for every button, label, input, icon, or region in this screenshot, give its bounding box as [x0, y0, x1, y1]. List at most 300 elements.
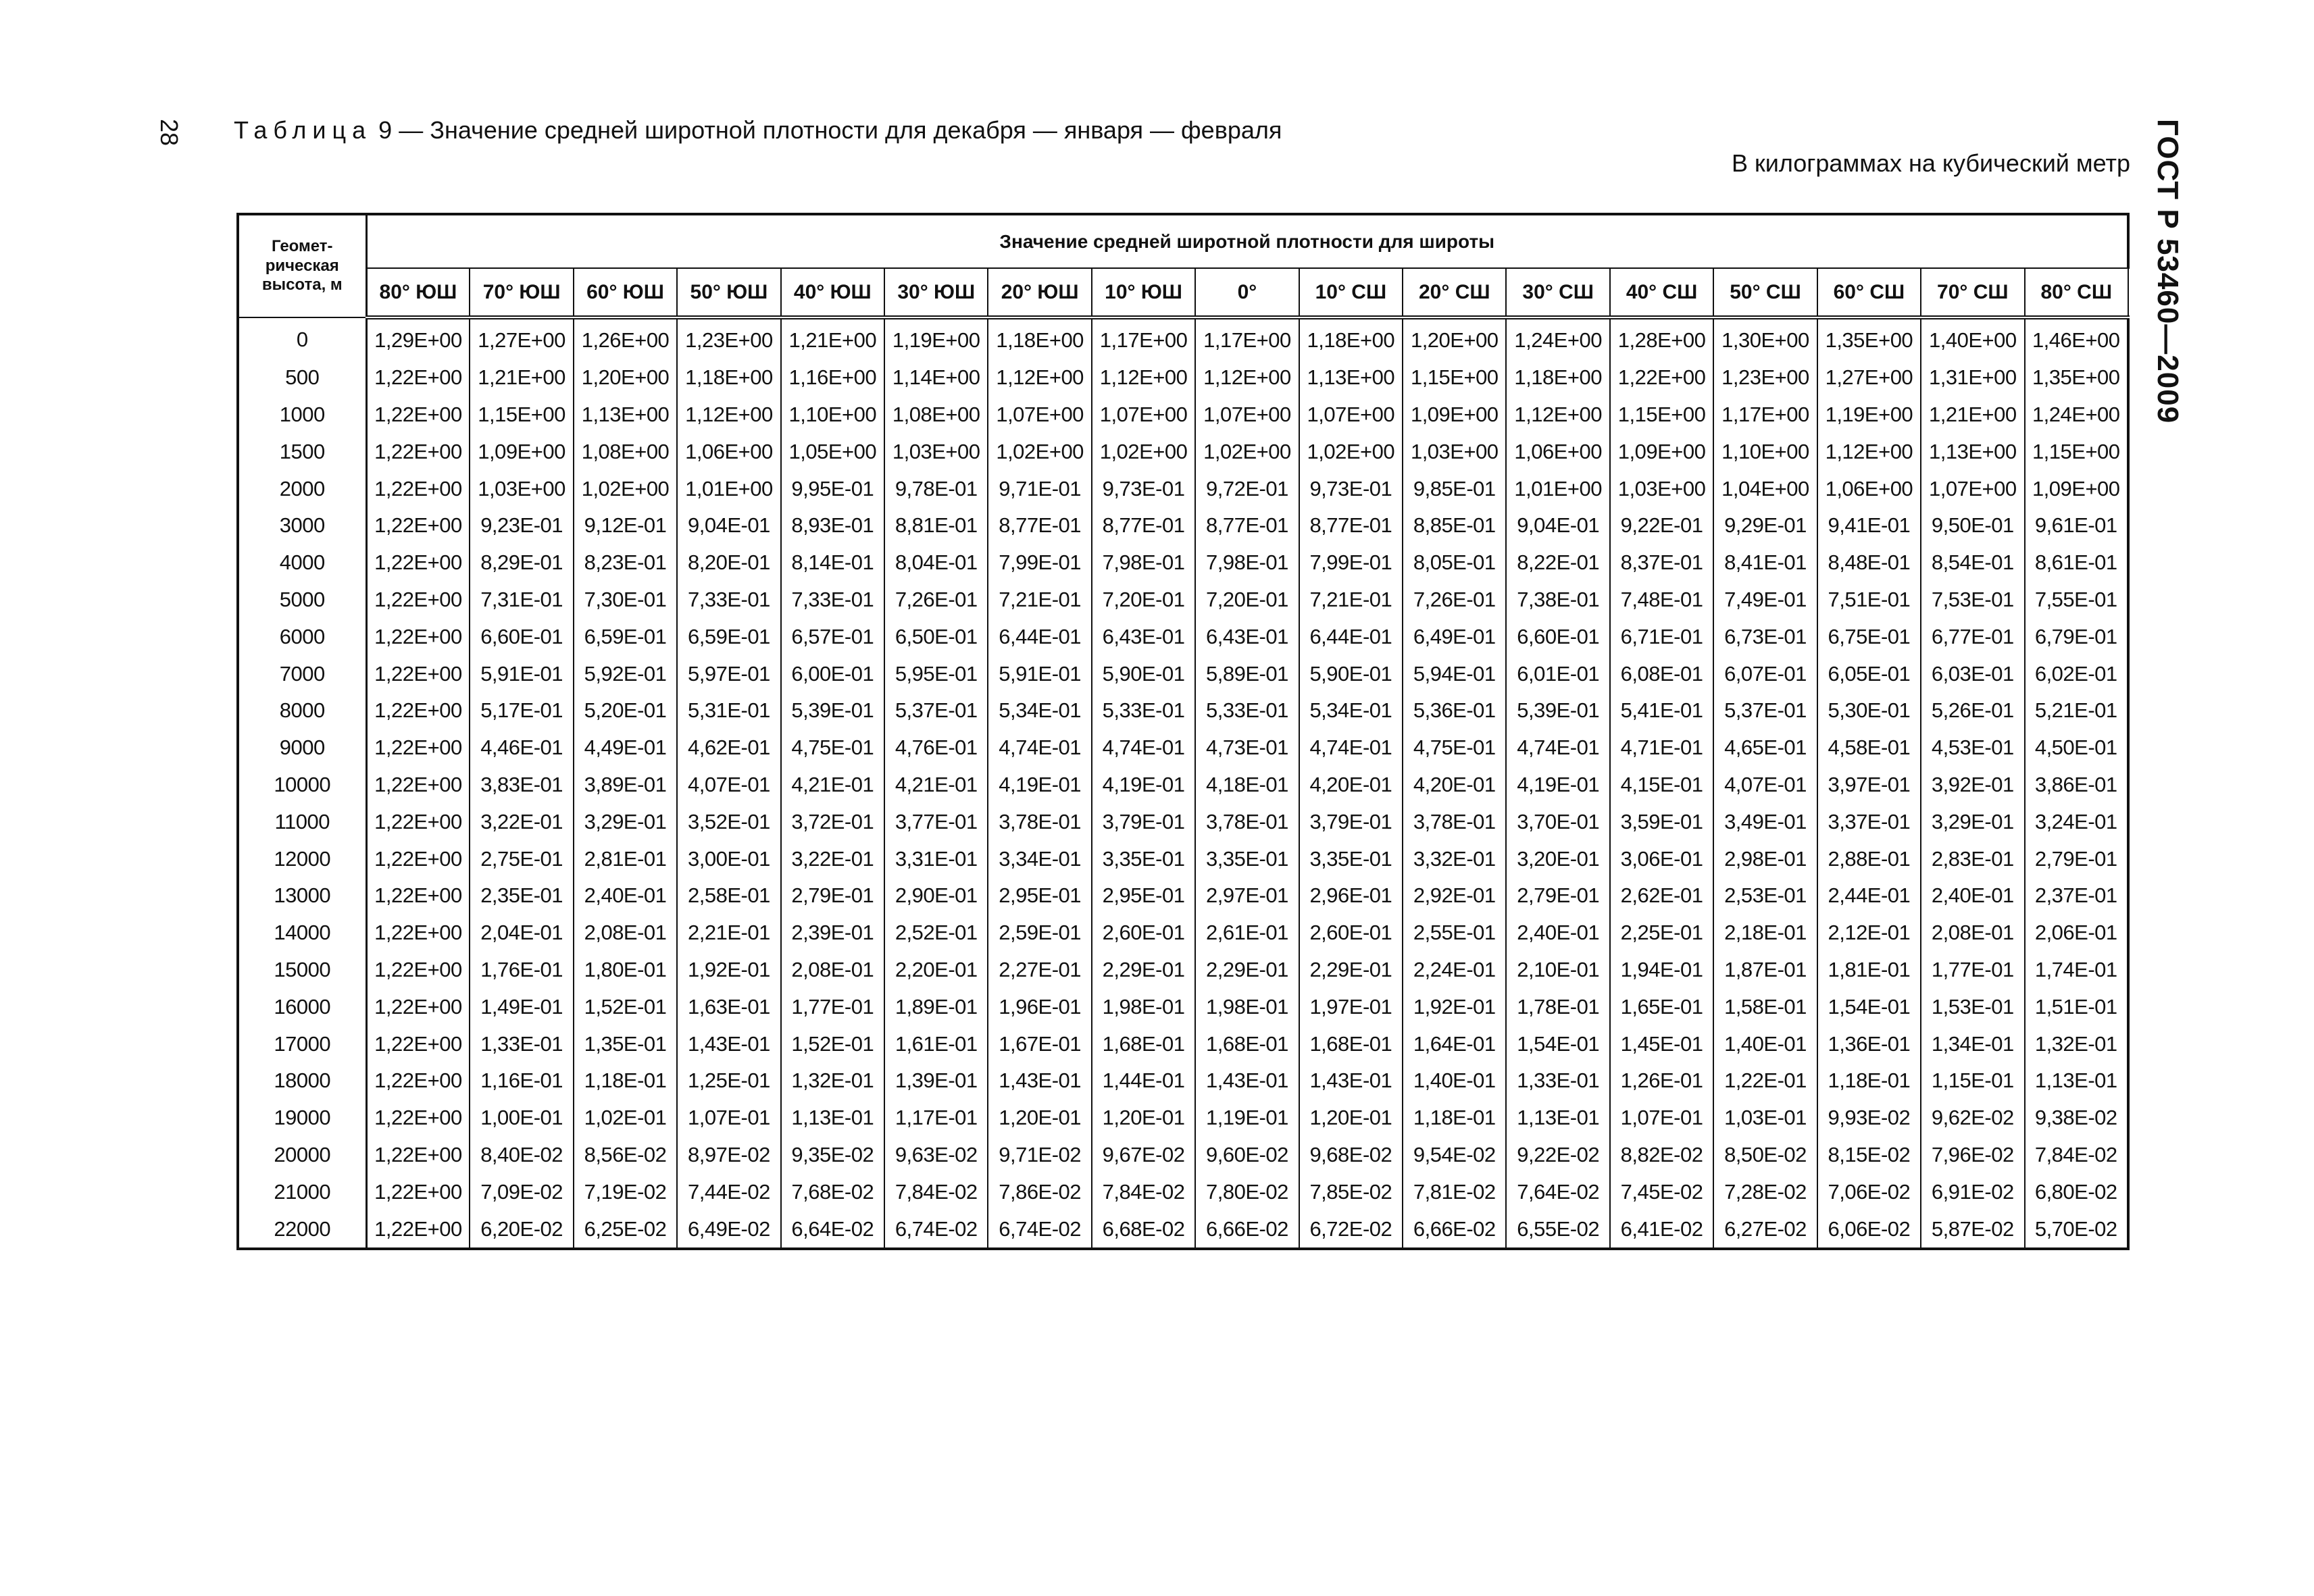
density-value-cell: 1,07E+00 [1092, 396, 1195, 434]
density-value-cell: 1,27E+00 [1817, 359, 1921, 396]
density-value-cell: 1,23E+00 [677, 317, 780, 359]
density-value-cell: 1,07E-01 [1610, 1100, 1713, 1137]
density-value-cell: 6,25E-02 [574, 1210, 677, 1249]
density-value-cell: 1,36E-01 [1817, 1025, 1921, 1062]
density-value-cell: 3,72E-01 [781, 803, 884, 840]
density-value-cell: 5,90E-01 [1092, 655, 1195, 692]
density-value-cell: 2,04E-01 [470, 915, 573, 952]
density-value-cell: 1,74E-01 [2025, 952, 2129, 989]
density-value-cell: 7,99E-01 [1299, 544, 1403, 582]
density-value-cell: 1,03E+00 [884, 433, 988, 470]
density-value-cell: 1,92E-01 [677, 952, 780, 989]
density-value-cell: 4,18E-01 [1195, 767, 1299, 804]
density-value-cell: 6,66E-02 [1195, 1210, 1299, 1249]
density-value-cell: 2,08E-01 [574, 915, 677, 952]
density-value-cell: 1,32E-01 [781, 1062, 884, 1100]
density-value-cell: 3,97E-01 [1817, 767, 1921, 804]
height-cell: 18000 [238, 1062, 366, 1100]
density-value-cell: 6,43E-01 [1195, 618, 1299, 655]
density-value-cell: 4,62E-01 [677, 729, 780, 767]
density-value-cell: 3,79E-01 [1299, 803, 1403, 840]
density-value-cell: 3,00E-01 [677, 840, 780, 877]
density-value-cell: 3,06E-01 [1610, 840, 1713, 877]
density-value-cell: 1,22E+00 [366, 915, 470, 952]
density-value-cell: 1,15E+00 [1403, 359, 1506, 396]
density-value-cell: 2,39E-01 [781, 915, 884, 952]
density-value-cell: 1,12E+00 [988, 359, 1091, 396]
density-value-cell: 2,29E-01 [1195, 952, 1299, 989]
density-value-cell: 1,09E+00 [2025, 470, 2129, 507]
density-value-cell: 2,24E-01 [1403, 952, 1506, 989]
density-value-cell: 1,03E+00 [1403, 433, 1506, 470]
density-value-cell: 1,19E+00 [1817, 396, 1921, 434]
density-value-cell: 5,89E-01 [1195, 655, 1299, 692]
density-value-cell: 6,49E-01 [1403, 618, 1506, 655]
density-value-cell: 1,12E+00 [1817, 433, 1921, 470]
density-value-cell: 6,49E-02 [677, 1210, 780, 1249]
table-row [238, 618, 2128, 655]
density-value-cell: 2,52E-01 [884, 915, 988, 952]
density-value-cell: 7,48E-01 [1610, 582, 1713, 619]
table-row [238, 840, 2128, 877]
density-value-cell: 6,00E-01 [781, 655, 884, 692]
density-value-cell: 1,18E+00 [1299, 317, 1403, 359]
density-value-cell: 7,55E-01 [2025, 582, 2129, 619]
density-value-cell: 1,22E+00 [366, 470, 470, 507]
table-row [238, 988, 2128, 1025]
density-value-cell: 1,33E-01 [1506, 1062, 1609, 1100]
density-value-cell: 5,37E-01 [884, 692, 988, 729]
density-value-cell: 6,75E-01 [1817, 618, 1921, 655]
density-value-cell: 1,22E+00 [366, 803, 470, 840]
latitude-header: 10° СШ [1299, 268, 1403, 317]
density-value-cell: 1,20E+00 [574, 359, 677, 396]
density-value-cell: 1,07E-01 [677, 1100, 780, 1137]
density-value-cell: 1,43E-01 [677, 1025, 780, 1062]
density-value-cell: 5,33E-01 [1092, 692, 1195, 729]
density-value-cell: 7,09E-02 [470, 1173, 573, 1210]
density-value-cell: 1,54E-01 [1506, 1025, 1609, 1062]
density-value-cell: 1,22E+00 [366, 433, 470, 470]
density-value-cell: 1,28E+00 [1610, 317, 1713, 359]
density-value-cell: 1,20E-01 [988, 1100, 1091, 1137]
density-value-cell: 5,31E-01 [677, 692, 780, 729]
density-value-cell: 2,53E-01 [1713, 877, 1817, 915]
density-value-cell: 7,20E-01 [1092, 582, 1195, 619]
density-value-cell: 8,22E-01 [1506, 544, 1609, 582]
density-value-cell: 8,61E-01 [2025, 544, 2129, 582]
density-value-cell: 1,20E+00 [1403, 317, 1506, 359]
density-value-cell: 4,19E-01 [1506, 767, 1609, 804]
density-value-cell: 4,58E-01 [1817, 729, 1921, 767]
density-value-cell: 6,55E-02 [1506, 1210, 1609, 1249]
density-value-cell: 6,57E-01 [781, 618, 884, 655]
density-value-cell: 1,30E+00 [1713, 317, 1817, 359]
density-value-cell: 2,06E-01 [2025, 915, 2129, 952]
density-value-cell: 1,18E+00 [1506, 359, 1609, 396]
density-value-cell: 1,00E-01 [470, 1100, 573, 1137]
density-value-cell: 1,17E+00 [1195, 317, 1299, 359]
density-value-cell: 8,56E-02 [574, 1137, 677, 1174]
density-value-cell: 3,24E-01 [2025, 803, 2129, 840]
table-row [238, 655, 2128, 692]
table-row [238, 396, 2128, 434]
density-value-cell: 1,16E+00 [781, 359, 884, 396]
density-value-cell: 4,19E-01 [988, 767, 1091, 804]
density-value-cell: 2,40E-01 [1506, 915, 1609, 952]
table-body [238, 317, 2128, 1249]
density-value-cell: 2,92E-01 [1403, 877, 1506, 915]
density-value-cell: 7,21E-01 [1299, 582, 1403, 619]
density-value-cell: 6,80E-02 [2025, 1173, 2129, 1210]
density-value-cell: 1,03E+00 [470, 470, 573, 507]
density-value-cell: 2,37E-01 [2025, 877, 2129, 915]
density-value-cell: 8,23E-01 [574, 544, 677, 582]
density-value-cell: 1,15E+00 [2025, 433, 2129, 470]
density-value-cell: 7,64E-02 [1506, 1173, 1609, 1210]
density-value-cell: 8,85E-01 [1403, 507, 1506, 544]
density-value-cell: 6,77E-01 [1921, 618, 2024, 655]
latitude-header: 60° ЮШ [574, 268, 677, 317]
table-caption-number: 9 [378, 116, 393, 144]
density-value-cell: 1,18E-01 [1403, 1100, 1506, 1137]
density-value-cell: 6,43E-01 [1092, 618, 1195, 655]
density-value-cell: 6,59E-01 [677, 618, 780, 655]
density-value-cell: 4,15E-01 [1610, 767, 1713, 804]
density-value-cell: 1,02E+00 [1299, 433, 1403, 470]
density-value-cell: 1,08E+00 [574, 433, 677, 470]
latitude-header: 40° ЮШ [781, 268, 884, 317]
density-value-cell: 6,74E-02 [884, 1210, 988, 1249]
density-value-cell: 7,80E-02 [1195, 1173, 1299, 1210]
density-value-cell: 1,65E-01 [1610, 988, 1713, 1025]
density-value-cell: 1,22E+00 [366, 729, 470, 767]
density-value-cell: 1,21E+00 [470, 359, 573, 396]
density-value-cell: 2,90E-01 [884, 877, 988, 915]
density-value-cell: 9,41E-01 [1817, 507, 1921, 544]
height-cell: 2000 [238, 470, 366, 507]
density-value-cell: 1,15E+00 [470, 396, 573, 434]
density-value-cell: 3,49E-01 [1713, 803, 1817, 840]
density-value-cell: 7,98E-01 [1195, 544, 1299, 582]
density-value-cell: 1,39E-01 [884, 1062, 988, 1100]
latitude-header: 80° СШ [2025, 268, 2129, 317]
density-value-cell: 2,10E-01 [1506, 952, 1609, 989]
density-value-cell: 4,75E-01 [1403, 729, 1506, 767]
density-value-cell: 1,20E-01 [1092, 1100, 1195, 1137]
density-value-cell: 1,22E+00 [366, 582, 470, 619]
density-value-cell: 9,04E-01 [677, 507, 780, 544]
density-value-cell: 1,63E-01 [677, 988, 780, 1025]
density-value-cell: 1,29E+00 [366, 317, 470, 359]
density-value-cell: 1,22E+00 [366, 1100, 470, 1137]
height-cell: 8000 [238, 692, 366, 729]
density-value-cell: 9,12E-01 [574, 507, 677, 544]
units-note: В килограммах на кубический метр [1731, 149, 2130, 177]
table-row [238, 1062, 2128, 1100]
density-value-cell: 1,68E-01 [1195, 1025, 1299, 1062]
density-value-cell: 7,96E-02 [1921, 1137, 2024, 1174]
density-value-cell: 9,22E-01 [1610, 507, 1713, 544]
height-cell: 20000 [238, 1137, 366, 1174]
density-value-cell: 1,97E-01 [1299, 988, 1403, 1025]
density-value-cell: 1,67E-01 [988, 1025, 1091, 1062]
table-row [238, 317, 2128, 359]
density-value-cell: 5,34E-01 [1299, 692, 1403, 729]
density-value-cell: 1,09E+00 [1610, 433, 1713, 470]
density-value-cell: 8,97E-02 [677, 1137, 780, 1174]
density-value-cell: 7,45E-02 [1610, 1173, 1713, 1210]
density-value-cell: 3,70E-01 [1506, 803, 1609, 840]
density-value-cell: 1,19E-01 [1195, 1100, 1299, 1137]
density-value-cell: 6,01E-01 [1506, 655, 1609, 692]
density-value-cell: 1,35E+00 [2025, 359, 2129, 396]
density-value-cell: 1,21E+00 [1921, 396, 2024, 434]
density-value-cell: 1,06E+00 [1817, 470, 1921, 507]
density-value-cell: 1,09E+00 [1403, 396, 1506, 434]
density-value-cell: 5,70E-02 [2025, 1210, 2129, 1249]
density-value-cell: 2,40E-01 [574, 877, 677, 915]
density-value-cell: 2,95E-01 [1092, 877, 1195, 915]
table-row [238, 729, 2128, 767]
density-value-cell: 1,04E+00 [1713, 470, 1817, 507]
table-row [238, 1025, 2128, 1062]
density-value-cell: 2,40E-01 [1921, 877, 2024, 915]
density-value-cell: 1,35E+00 [1817, 317, 1921, 359]
density-value-cell: 8,77E-01 [988, 507, 1091, 544]
density-value-cell: 1,02E+00 [988, 433, 1091, 470]
density-value-cell: 1,22E+00 [366, 988, 470, 1025]
density-value-cell: 4,76E-01 [884, 729, 988, 767]
density-value-cell: 9,38E-02 [2025, 1100, 2129, 1137]
density-value-cell: 5,97E-01 [677, 655, 780, 692]
density-value-cell: 1,12E+00 [1506, 396, 1609, 434]
density-value-cell: 2,25E-01 [1610, 915, 1713, 952]
density-value-cell: 9,61E-01 [2025, 507, 2129, 544]
density-value-cell: 1,21E+00 [781, 317, 884, 359]
density-value-cell: 1,92E-01 [1403, 988, 1506, 1025]
height-column-header: Геомет- рическая высота, м [238, 214, 366, 317]
density-value-cell: 9,63E-02 [884, 1137, 988, 1174]
density-value-cell: 2,58E-01 [677, 877, 780, 915]
density-value-cell: 3,31E-01 [884, 840, 988, 877]
density-value-cell: 8,48E-01 [1817, 544, 1921, 582]
density-value-cell: 4,74E-01 [1506, 729, 1609, 767]
table-row [238, 692, 2128, 729]
density-value-cell: 1,15E-01 [1921, 1062, 2024, 1100]
density-value-cell: 7,26E-01 [1403, 582, 1506, 619]
density-value-cell: 2,79E-01 [2025, 840, 2129, 877]
density-value-cell: 1,22E+00 [366, 544, 470, 582]
density-value-cell: 7,86E-02 [988, 1173, 1091, 1210]
table-row [238, 952, 2128, 989]
density-value-cell: 7,20E-01 [1195, 582, 1299, 619]
density-value-cell: 1,12E+00 [1195, 359, 1299, 396]
density-value-cell: 2,12E-01 [1817, 915, 1921, 952]
density-value-cell: 6,06E-02 [1817, 1210, 1921, 1249]
density-value-cell: 1,02E-01 [574, 1100, 677, 1137]
height-cell: 19000 [238, 1100, 366, 1137]
density-value-cell: 6,64E-02 [781, 1210, 884, 1249]
density-value-cell: 1,06E+00 [1506, 433, 1609, 470]
density-value-cell: 1,03E+00 [1610, 470, 1713, 507]
density-value-cell: 7,21E-01 [988, 582, 1091, 619]
density-value-cell: 7,30E-01 [574, 582, 677, 619]
height-cell: 9000 [238, 729, 366, 767]
density-value-cell: 1,22E+00 [366, 692, 470, 729]
density-value-cell: 1,18E-01 [1817, 1062, 1921, 1100]
density-value-cell: 6,74E-02 [988, 1210, 1091, 1249]
latitude-header: 40° СШ [1610, 268, 1713, 317]
density-value-cell: 1,98E-01 [1195, 988, 1299, 1025]
density-value-cell: 4,46E-01 [470, 729, 573, 767]
density-value-cell: 6,71E-01 [1610, 618, 1713, 655]
density-value-cell: 3,78E-01 [988, 803, 1091, 840]
density-value-cell: 2,62E-01 [1610, 877, 1713, 915]
latitude-header: 50° СШ [1713, 268, 1817, 317]
density-value-cell: 6,59E-01 [574, 618, 677, 655]
density-value-cell: 7,51E-01 [1817, 582, 1921, 619]
density-value-cell: 1,34E-01 [1921, 1025, 2024, 1062]
table-row [238, 1137, 2128, 1174]
density-value-cell: 3,77E-01 [884, 803, 988, 840]
density-value-cell: 1,22E+00 [366, 1137, 470, 1174]
density-value-cell: 3,35E-01 [1195, 840, 1299, 877]
density-value-cell: 1,40E-01 [1713, 1025, 1817, 1062]
density-value-cell: 2,35E-01 [470, 877, 573, 915]
density-value-cell: 1,12E+00 [677, 396, 780, 434]
density-value-cell: 1,14E+00 [884, 359, 988, 396]
latitude-group-header: Значение средней широтной плотности для широты [366, 214, 2128, 268]
height-cell: 5000 [238, 582, 366, 619]
density-value-cell: 8,81E-01 [884, 507, 988, 544]
density-value-cell: 7,99E-01 [988, 544, 1091, 582]
density-value-cell: 1,15E+00 [1610, 396, 1713, 434]
density-value-cell: 7,84E-02 [1092, 1173, 1195, 1210]
density-value-cell: 7,19E-02 [574, 1173, 677, 1210]
density-value-cell: 1,22E+00 [366, 767, 470, 804]
density-value-cell: 1,17E+00 [1092, 317, 1195, 359]
density-value-cell: 1,96E-01 [988, 988, 1091, 1025]
table-row [238, 470, 2128, 507]
density-value-cell: 6,72E-02 [1299, 1210, 1403, 1249]
density-value-cell: 4,21E-01 [781, 767, 884, 804]
density-value-cell: 2,08E-01 [1921, 915, 2024, 952]
density-value-cell: 1,27E+00 [470, 317, 573, 359]
table-row [238, 507, 2128, 544]
density-value-cell: 8,93E-01 [781, 507, 884, 544]
density-value-cell: 1,52E-01 [574, 988, 677, 1025]
density-value-cell: 6,20E-02 [470, 1210, 573, 1249]
density-value-cell: 1,22E+00 [366, 1173, 470, 1210]
density-value-cell: 5,17E-01 [470, 692, 573, 729]
density-value-cell: 1,25E-01 [677, 1062, 780, 1100]
density-value-cell: 1,22E-01 [1713, 1062, 1817, 1100]
density-value-cell: 8,14E-01 [781, 544, 884, 582]
density-value-cell: 5,34E-01 [988, 692, 1091, 729]
density-value-cell: 1,87E-01 [1713, 952, 1817, 989]
density-value-cell: 4,50E-01 [2025, 729, 2129, 767]
density-value-cell: 1,49E-01 [470, 988, 573, 1025]
height-cell: 14000 [238, 915, 366, 952]
density-value-cell: 6,08E-01 [1610, 655, 1713, 692]
density-value-cell: 1,22E+00 [366, 1210, 470, 1249]
table-header [238, 214, 2128, 317]
density-value-cell: 9,71E-02 [988, 1137, 1091, 1174]
density-value-cell: 6,60E-01 [470, 618, 573, 655]
density-value-cell: 1,03E-01 [1713, 1100, 1817, 1137]
density-value-cell: 4,65E-01 [1713, 729, 1817, 767]
height-cell: 1500 [238, 433, 366, 470]
density-value-cell: 7,06E-02 [1817, 1173, 1921, 1210]
density-value-cell: 4,74E-01 [1092, 729, 1195, 767]
height-cell: 500 [238, 359, 366, 396]
density-value-cell: 1,77E-01 [1921, 952, 2024, 989]
density-value-cell: 1,23E+00 [1713, 359, 1817, 396]
table-row [238, 1100, 2128, 1137]
density-value-cell: 3,29E-01 [1921, 803, 2024, 840]
density-value-cell: 1,22E+00 [366, 507, 470, 544]
latitude-header: 20° СШ [1403, 268, 1506, 317]
density-value-cell: 1,22E+00 [366, 840, 470, 877]
density-value-cell: 1,16E-01 [470, 1062, 573, 1100]
density-value-cell: 4,49E-01 [574, 729, 677, 767]
density-value-cell: 6,05E-01 [1817, 655, 1921, 692]
density-value-cell: 1,05E+00 [781, 433, 884, 470]
density-value-cell: 1,12E+00 [1092, 359, 1195, 396]
density-value-cell: 5,30E-01 [1817, 692, 1921, 729]
density-value-cell: 2,27E-01 [988, 952, 1091, 989]
density-value-cell: 5,91E-01 [470, 655, 573, 692]
density-value-cell: 2,18E-01 [1713, 915, 1817, 952]
density-value-cell: 4,20E-01 [1299, 767, 1403, 804]
density-value-cell: 2,21E-01 [677, 915, 780, 952]
density-value-cell: 3,20E-01 [1506, 840, 1609, 877]
density-value-cell: 7,84E-02 [884, 1173, 988, 1210]
density-value-cell: 3,22E-01 [470, 803, 573, 840]
density-value-cell: 1,43E-01 [1195, 1062, 1299, 1100]
density-value-cell: 1,98E-01 [1092, 988, 1195, 1025]
density-value-cell: 5,95E-01 [884, 655, 988, 692]
density-value-cell: 1,09E+00 [470, 433, 573, 470]
density-value-cell: 3,92E-01 [1921, 767, 2024, 804]
density-value-cell: 8,15E-02 [1817, 1137, 1921, 1174]
density-value-cell: 2,61E-01 [1195, 915, 1299, 952]
height-cell: 3000 [238, 507, 366, 544]
density-value-cell: 9,50E-01 [1921, 507, 2024, 544]
density-value-cell: 9,29E-01 [1713, 507, 1817, 544]
density-value-cell: 1,18E+00 [988, 317, 1091, 359]
density-value-cell: 5,36E-01 [1403, 692, 1506, 729]
density-value-cell: 3,83E-01 [470, 767, 573, 804]
density-value-cell: 3,37E-01 [1817, 803, 1921, 840]
latitude-header: 80° ЮШ [366, 268, 470, 317]
density-value-cell: 3,34E-01 [988, 840, 1091, 877]
density-value-cell: 1,64E-01 [1403, 1025, 1506, 1062]
density-value-cell: 6,41E-02 [1610, 1210, 1713, 1249]
density-value-cell: 8,54E-01 [1921, 544, 2024, 582]
density-table [236, 213, 2130, 1250]
density-value-cell: 7,33E-01 [781, 582, 884, 619]
density-value-cell: 1,78E-01 [1506, 988, 1609, 1025]
density-value-cell: 9,35E-02 [781, 1137, 884, 1174]
density-value-cell: 5,90E-01 [1299, 655, 1403, 692]
density-value-cell: 6,03E-01 [1921, 655, 2024, 692]
density-value-cell: 1,22E+00 [1610, 359, 1713, 396]
density-value-cell: 9,60E-02 [1195, 1137, 1299, 1174]
latitude-header-row [238, 268, 2128, 317]
density-value-cell: 4,07E-01 [1713, 767, 1817, 804]
